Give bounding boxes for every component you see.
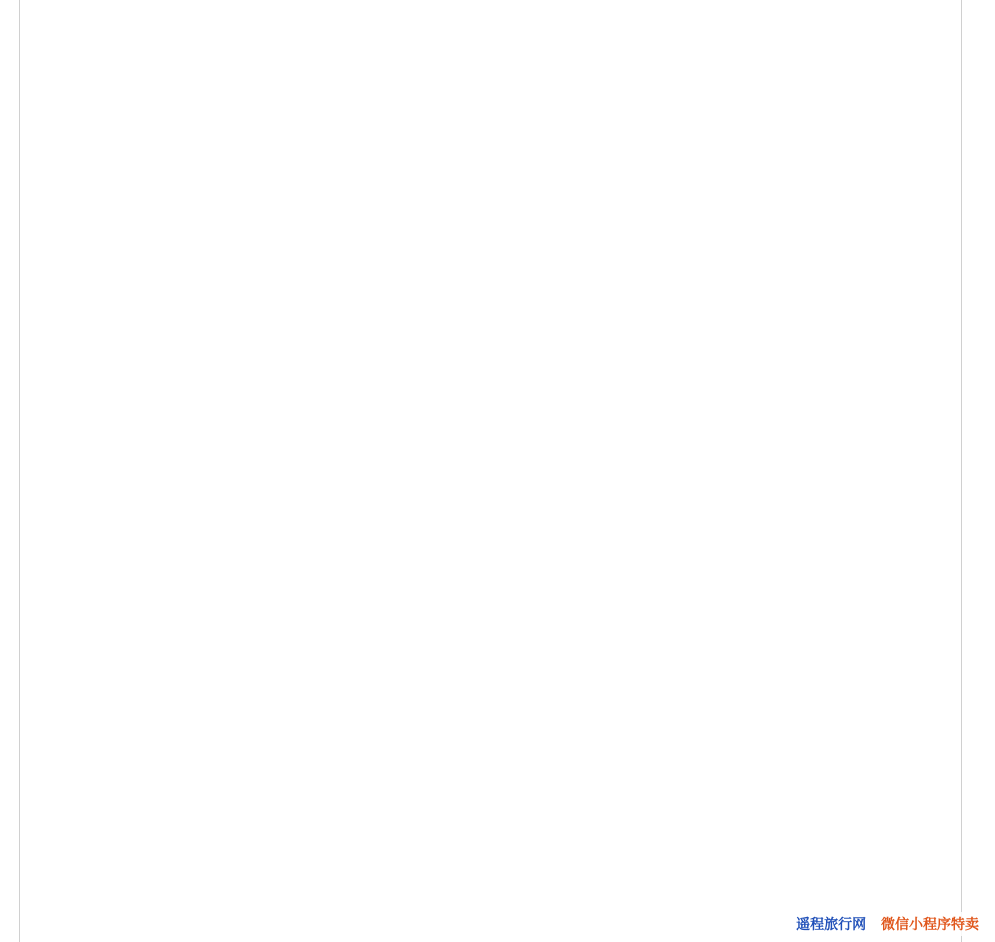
page-left-border xyxy=(19,0,20,942)
watermark-brand: 遥程旅行网 xyxy=(796,917,867,933)
site-watermark xyxy=(790,912,985,936)
watermark-subtitle: 微信小程序特卖 xyxy=(881,917,979,933)
page-right-border xyxy=(961,0,962,942)
